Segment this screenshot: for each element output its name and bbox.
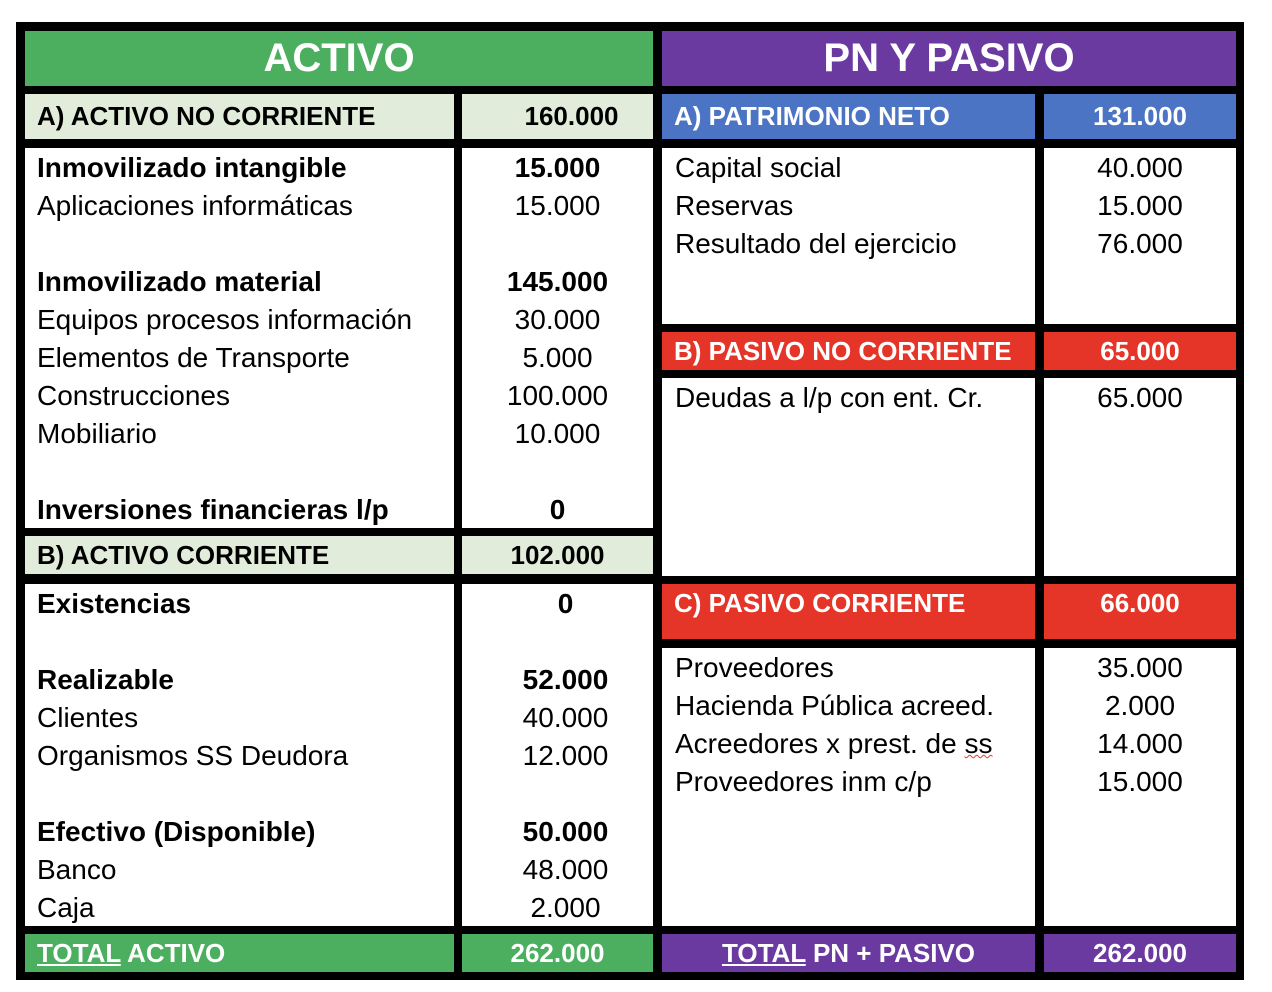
- patrimonio-neto-total: 131.000: [1044, 94, 1236, 139]
- list-item-value: 2.000: [1104, 690, 1176, 721]
- list-item: Construcciones: [37, 380, 230, 411]
- activo-header-title: ACTIVO: [263, 36, 415, 80]
- pasivo-corriente-header: [662, 584, 1035, 639]
- list-item-value: 15.000: [1097, 766, 1183, 797]
- pasivo-no-corriente-total: 65.000: [1044, 332, 1236, 370]
- pasivo-corriente-total: 66.000: [1044, 584, 1236, 639]
- pasivo-no-corriente-label: B) PASIVO NO CORRIENTE: [674, 335, 1012, 366]
- list-item-value: 2.000: [530, 892, 601, 923]
- list-item: Mobiliario: [37, 418, 157, 449]
- pasivo-corriente-label: C) PASIVO CORRIENTE: [674, 588, 966, 618]
- existencias-label: Existencias: [37, 588, 192, 619]
- material-total: 145.000: [506, 266, 609, 297]
- list-item: Reservas: [675, 190, 794, 221]
- activo-no-corriente-label: A) ACTIVO NO CORRIENTE: [37, 101, 376, 131]
- intangible-label: Inmovilizado intangible: [37, 152, 347, 183]
- total-activo-value: 262.000: [462, 934, 653, 972]
- total-pasivo-value: 262.000: [1044, 934, 1236, 972]
- list-item-value: 65.000: [1097, 382, 1183, 413]
- activo-no-corriente-header: [25, 94, 454, 139]
- list-item-value: 40.000: [1097, 152, 1183, 183]
- list-item-value: 12.000: [522, 740, 609, 771]
- list-item-value: 30.000: [514, 304, 601, 335]
- activo-no-corriente-total: 160.000: [462, 94, 653, 139]
- pn-pasivo-header-title: PN Y PASIVO: [823, 36, 1075, 80]
- list-item: [675, 725, 992, 763]
- list-item: Hacienda Pública acreed.: [675, 690, 995, 721]
- list-item: Banco: [37, 854, 117, 885]
- total-pasivo-label: TOTAL PN + PASIVO: [662, 934, 1035, 972]
- list-item: Caja: [37, 892, 95, 923]
- list-item: Aplicaciones informáticas: [37, 190, 353, 221]
- list-item-value: 100.000: [506, 380, 609, 411]
- total-activo-label: TOTAL ACTIVO: [25, 934, 454, 972]
- activo-corriente-label: B) ACTIVO CORRIENTE: [37, 539, 330, 570]
- intangible-total: 15.000: [514, 152, 601, 183]
- pasivo-no-corriente-header: [662, 332, 1035, 370]
- list-item: Deudas a l/p con ent. Cr.: [675, 382, 984, 413]
- list-item: Proveedores: [675, 652, 834, 683]
- list-item: Equipos procesos información: [37, 304, 413, 335]
- list-item-value: 15.000: [514, 190, 601, 221]
- patrimonio-neto-header: [662, 94, 1035, 139]
- list-item: Organismos SS Deudora: [37, 740, 349, 771]
- realizable-total: 52.000: [522, 664, 609, 695]
- efectivo-total: 50.000: [522, 816, 609, 847]
- realizable-label: Realizable: [37, 664, 174, 695]
- list-item: Resultado del ejercicio: [675, 228, 957, 259]
- patrimonio-neto-label: A) PATRIMONIO NETO: [674, 101, 950, 131]
- inversiones-total: 0: [549, 494, 566, 525]
- activo-corriente-total: 102.000: [462, 536, 653, 574]
- activo-header: [25, 31, 653, 86]
- list-item-value: 10.000: [514, 418, 601, 449]
- list-item-value: 15.000: [1097, 190, 1183, 221]
- list-item-value: 14.000: [1097, 728, 1183, 759]
- spellcheck-word: ss: [964, 728, 993, 759]
- inversiones-label: Inversiones financieras l/p: [37, 494, 389, 525]
- list-item: Clientes: [37, 702, 139, 733]
- list-item: Proveedores inm c/p: [675, 766, 932, 797]
- list-item-label-main: Acreedores x prest. de: [675, 728, 965, 759]
- list-item-value: 76.000: [1097, 228, 1183, 259]
- activo-corriente-header: [25, 536, 454, 574]
- pn-pasivo-header: [662, 31, 1236, 86]
- list-item: Elementos de Transporte: [37, 342, 350, 373]
- list-item-value: 5.000: [522, 342, 593, 373]
- list-item-value: 40.000: [522, 702, 609, 733]
- efectivo-label: Efectivo (Disponible): [37, 816, 316, 847]
- list-item: Capital social: [675, 152, 842, 183]
- list-item-value: 35.000: [1097, 652, 1183, 683]
- material-label: Inmovilizado material: [37, 266, 322, 297]
- list-item-value: 48.000: [522, 854, 609, 885]
- existencias-total: 0: [557, 588, 574, 619]
